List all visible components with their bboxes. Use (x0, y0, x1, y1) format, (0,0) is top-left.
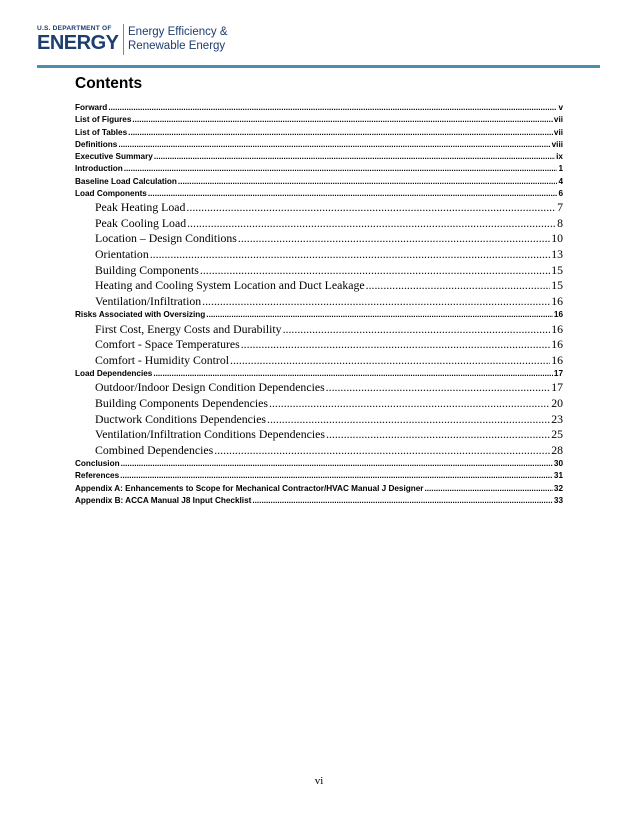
toc-leader-dots (120, 470, 553, 482)
toc-entry-page: 30 (553, 459, 563, 469)
office-line-1: Energy Efficiency & (128, 26, 228, 38)
toc-entry[interactable] (75, 353, 563, 369)
toc-entry[interactable] (75, 278, 563, 294)
toc-entry-label: Ventilation/Infiltration (95, 293, 202, 308)
toc-entry-label: Combined Dependencies (95, 442, 214, 457)
toc-leader-dots (366, 278, 551, 294)
toc-entry-page: v (558, 103, 563, 112)
toc-entry[interactable] (75, 231, 563, 247)
toc-entry-page: 33 (553, 496, 563, 506)
toc-leader-dots (150, 247, 550, 263)
toc-entry-label: Definitions (75, 139, 118, 149)
toc-entry[interactable] (75, 151, 563, 163)
toc-leader-dots (424, 483, 552, 495)
toc-leader-dots (326, 380, 551, 396)
toc-entry-label: Risks Associated with Oversizing (75, 310, 206, 320)
doe-agency-main: ENERGY (37, 32, 119, 54)
toc-entry-label: Peak Heating Load (95, 200, 186, 215)
toc-entry-label: Building Components (95, 262, 199, 277)
toc-entry[interactable] (75, 247, 563, 263)
toc-entry-label: First Cost, Energy Costs and Durability (95, 321, 282, 336)
toc-entry-label: Comfort - Humidity Control (95, 352, 230, 367)
toc-leader-dots (124, 163, 558, 175)
office-line-2: Renewable Energy (128, 40, 226, 52)
toc-entry[interactable] (75, 163, 563, 175)
toc-leader-dots (178, 176, 558, 188)
toc-entry-label: Heating and Cooling System Location and Duct Leakage (95, 278, 365, 293)
toc-entry[interactable] (75, 127, 563, 139)
toc-entry-label: Location – Design Conditions (95, 231, 237, 246)
toc-entry-label: Load Dependencies (75, 369, 153, 379)
toc-entry-label: Appendix A: Enhancements to Scope for Mechanical Contractor/HVAC Manual J Designer (75, 483, 424, 493)
doe-logo (37, 25, 117, 57)
toc-entry[interactable] (75, 322, 563, 338)
toc-entry[interactable] (75, 139, 563, 151)
toc-leader-dots (326, 427, 550, 443)
toc-leader-dots (153, 368, 553, 380)
toc-leader-dots (241, 337, 550, 353)
toc-entry-page: 32 (553, 483, 563, 493)
toc-entry-page: ix (556, 152, 563, 162)
toc-entry[interactable] (75, 380, 563, 396)
toc-entry[interactable] (75, 200, 563, 216)
toc-entry-page: 16 (551, 352, 563, 367)
toc-leader-dots (128, 127, 553, 139)
toc-entry-page: vii (553, 115, 563, 125)
toc-entry-page: 8 (557, 215, 563, 230)
toc-entry-page: 28 (551, 442, 563, 457)
toc-entry[interactable] (75, 412, 563, 428)
toc-entry-label: Baseline Load Calculation (75, 176, 177, 186)
toc-leader-dots (269, 396, 550, 412)
toc-leader-dots (186, 200, 556, 216)
office-name (128, 25, 228, 53)
toc-entry[interactable] (75, 114, 563, 126)
toc-entry-label: List of Tables (75, 127, 128, 137)
toc-entry[interactable] (75, 188, 563, 200)
toc-entry-label: Building Components Dependencies (95, 395, 268, 410)
toc-entry-page: 13 (551, 247, 563, 262)
toc-entry-page: viii (551, 139, 563, 149)
toc-leader-dots (283, 322, 551, 338)
toc-entry[interactable] (75, 294, 563, 310)
toc-entry[interactable] (75, 483, 563, 495)
page-header (37, 20, 607, 60)
toc-entry-label: References (75, 471, 120, 481)
toc-entry-page: 15 (551, 262, 563, 277)
toc-entry-page: 17 (553, 369, 563, 379)
toc-entry[interactable] (75, 396, 563, 412)
toc-leader-dots (118, 139, 550, 151)
toc-entry-label: Comfort - Space Temperatures (95, 337, 240, 352)
toc-entry-page: 16 (551, 321, 563, 336)
toc-entry[interactable] (75, 368, 563, 380)
toc-entry-label: Ventilation/Infiltration Conditions Dependencies (95, 427, 325, 442)
toc-entry-label: Ductwork Conditions Dependencies (95, 411, 267, 426)
toc-entry-label: Outdoor/Indoor Design Condition Dependencies (95, 380, 325, 395)
toc-entry-label: Executive Summary (75, 152, 153, 162)
toc-leader-dots (206, 309, 553, 321)
toc-leader-dots (121, 458, 553, 470)
toc-entry[interactable] (75, 443, 563, 459)
toc-entry[interactable] (75, 176, 563, 188)
toc-entry[interactable] (75, 216, 563, 232)
toc-entry-page: 16 (551, 337, 563, 352)
toc-entry[interactable] (75, 337, 563, 353)
toc-entry-page: 16 (553, 310, 563, 320)
doe-agency-top: U.S. DEPARTMENT OF (37, 25, 112, 32)
toc-entry[interactable] (75, 458, 563, 470)
toc-leader-dots (230, 353, 550, 369)
toc-entry-label: Introduction (75, 164, 123, 174)
toc-entry-label: Forward (75, 103, 108, 112)
toc-leader-dots (108, 102, 557, 114)
header-rule (37, 65, 600, 68)
toc-entry-page: 1 (558, 164, 563, 174)
toc-entry-page: 17 (551, 380, 563, 395)
toc-entry-label: Conclusion (75, 459, 120, 469)
toc-leader-dots (267, 412, 550, 428)
toc-entry-label: Peak Cooling Load (95, 215, 187, 230)
toc-entry[interactable] (75, 470, 563, 482)
table-of-contents (75, 102, 563, 507)
toc-entry-page: 31 (553, 471, 563, 481)
toc-leader-dots (238, 231, 550, 247)
page-number: vi (314, 775, 324, 787)
toc-entry-page: 16 (551, 293, 563, 308)
page-title: Contents (75, 75, 143, 92)
toc-entry[interactable] (75, 102, 563, 114)
toc-entry[interactable] (75, 309, 563, 321)
toc-entry[interactable] (75, 427, 563, 443)
toc-entry-label: List of Figures (75, 115, 132, 125)
toc-leader-dots (202, 294, 550, 310)
toc-leader-dots (148, 188, 558, 200)
toc-leader-dots (214, 443, 550, 459)
toc-entry-page: 4 (558, 176, 563, 186)
toc-entry-page: vii (553, 127, 563, 137)
logo-divider (123, 24, 124, 55)
toc-entry[interactable] (75, 495, 563, 507)
toc-entry-label: Load Components (75, 189, 147, 199)
toc-entry-page: 15 (551, 278, 563, 293)
toc-entry-page: 20 (551, 395, 563, 410)
toc-leader-dots (132, 114, 552, 126)
toc-leader-dots (252, 495, 553, 507)
toc-entry-page: 10 (551, 231, 563, 246)
toc-entry-page: 23 (551, 411, 563, 426)
toc-entry[interactable] (75, 263, 563, 279)
toc-entry-page: 7 (557, 200, 563, 215)
toc-entry-label: Orientation (95, 247, 149, 262)
toc-entry-label: Appendix B: ACCA Manual J8 Input Checklist (75, 496, 252, 506)
toc-leader-dots (187, 216, 556, 232)
toc-entry-page: 6 (558, 189, 563, 199)
toc-leader-dots (154, 151, 555, 163)
toc-leader-dots (200, 263, 550, 279)
toc-entry-page: 25 (551, 427, 563, 442)
